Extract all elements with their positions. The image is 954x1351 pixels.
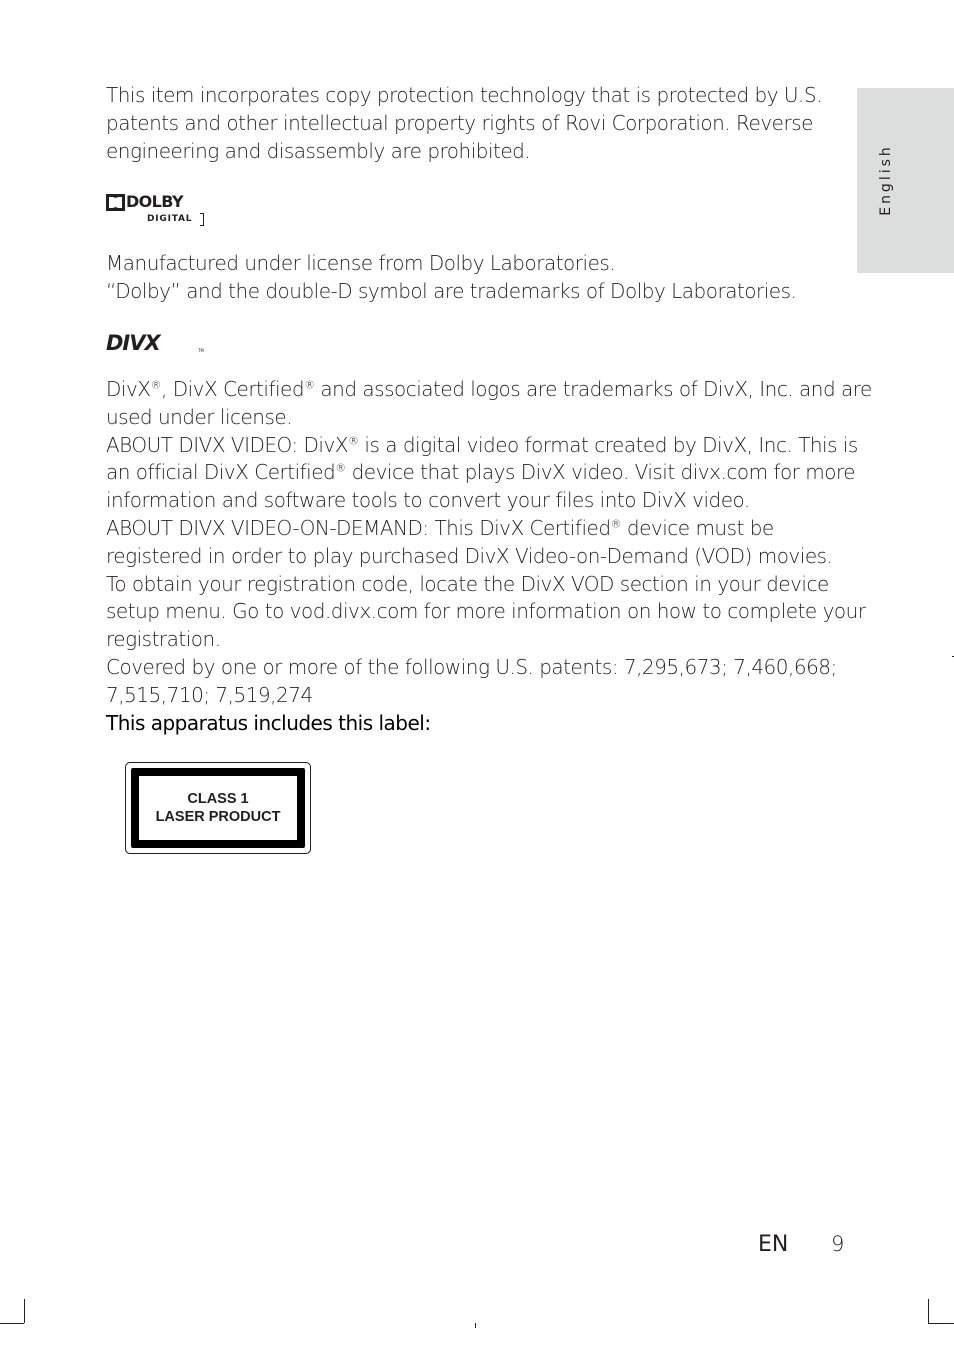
- divx-wordmark: DIVX: [106, 332, 160, 354]
- laser-class: CLASS 1: [187, 791, 249, 807]
- text-line: ABOUT DIVX VIDEO: DivX® is a digital video format created by DivX, Inc. This is: [106, 432, 858, 457]
- dolby-wordmark: DOLBY: [126, 192, 183, 211]
- divx-tm: TM: [198, 348, 204, 353]
- crop-mark: [0, 1323, 24, 1324]
- text-line: DivX®, DivX Certified® and associated logos are trademarks of DivX, Inc. and are: [106, 377, 872, 401]
- text-line: Manufactured under license from Dolby Laboratories.: [106, 251, 616, 275]
- dolby-digital-wordmark: DIGITAL: [147, 214, 193, 224]
- double-d-icon: [106, 194, 125, 211]
- label-intro: This apparatus includes this label:: [106, 710, 431, 735]
- text-line: patents and other intellectual property rights of Rovi Corporation. Reverse: [106, 110, 813, 135]
- laser-product-label: [125, 762, 311, 854]
- copy-protection-paragraph: [106, 82, 841, 165]
- divx-paragraph: [106, 376, 872, 737]
- dolby-paragraph: [106, 250, 841, 306]
- text-line: registered in order to play purchased DivX Video-on-Demand (VOD) movies.: [106, 543, 833, 568]
- text-line: ABOUT DIVX VIDEO-ON-DEMAND: This DivX Certified® device must be: [106, 515, 774, 540]
- text-line: information and software tools to convert your files into DivX video.: [106, 488, 750, 513]
- text-line: engineering and disassembly are prohibited.: [106, 138, 531, 163]
- text-line: 7,515,710; 7,519,274: [106, 682, 313, 707]
- crop-mark: [928, 1323, 954, 1324]
- bracket-icon: [200, 213, 204, 226]
- page-language: EN: [758, 1232, 789, 1257]
- crop-mark: [24, 1299, 25, 1323]
- text-line: setup menu. Go to vod.divx.com for more information on how to complete your: [106, 599, 866, 624]
- text-line: an official DivX Certified® device that plays DivX video. Visit divx.com for more: [106, 460, 856, 485]
- page-number: 9: [831, 1232, 845, 1256]
- laser-label-face: [139, 776, 297, 840]
- text-line: “Dolby” and the double-D symbol are trademarks of Dolby Laboratories.: [106, 278, 797, 303]
- language-tab: [857, 88, 954, 273]
- crop-mark: [928, 1299, 929, 1323]
- text-line: To obtain your registration code, locate the DivX VOD section in your device: [106, 571, 829, 596]
- divx-wordmark-icon: [106, 332, 210, 354]
- dolby-digital-logo: [106, 192, 206, 228]
- text-line: Covered by one or more of the following U.S. patents: 7,295,673; 7,460,668;: [106, 654, 837, 679]
- divx-logo: [106, 332, 210, 354]
- text-line: registration.: [106, 627, 221, 652]
- language-tab-label: English: [878, 144, 894, 216]
- crop-mark: [475, 1323, 476, 1328]
- laser-product-text: LASER PRODUCT: [155, 809, 281, 825]
- text-line: used under license.: [106, 404, 293, 429]
- text-line: This item incorporates copy protection technology that is protected by U.S.: [106, 83, 822, 107]
